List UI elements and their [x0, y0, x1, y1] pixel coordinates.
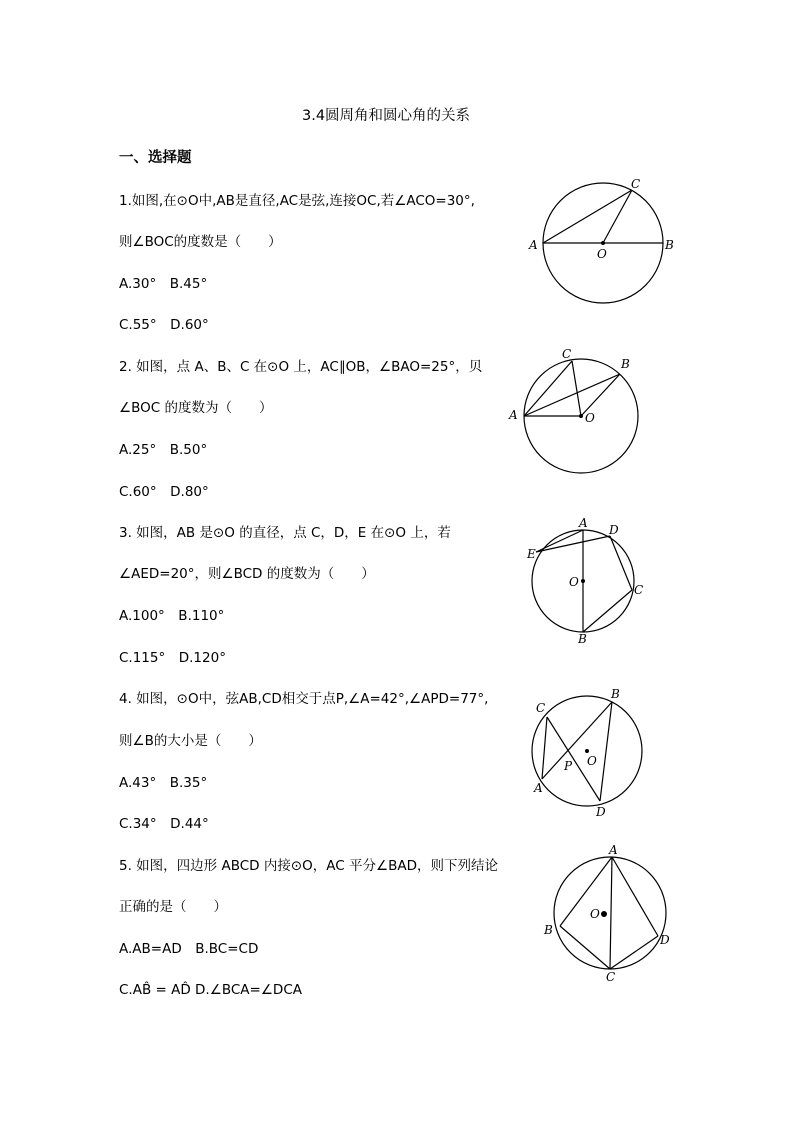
q5-label-a: A [609, 843, 618, 857]
q4-figure [520, 680, 660, 825]
q2-figure [500, 340, 650, 480]
q5-chord-ad [612, 857, 658, 936]
q3-figure [520, 512, 660, 652]
q4-label-c: C [536, 701, 546, 715]
q1-options-ab: A.30° B.45° [119, 276, 208, 292]
q3-label-o: O [569, 575, 579, 589]
q2-options-cd: C.60° D.80° [119, 484, 209, 500]
q3-chord-ea [536, 530, 583, 552]
q1-center-dot [601, 241, 605, 245]
q5-chord-ac [610, 857, 612, 969]
q3-stem-line1: 3. 如图，AB 是⊙O 的直径，点 C，D，E 在⊙O 上，若 [119, 525, 451, 541]
q5-options-cd: C.AB̂ = AD̂ D.∠BCA=∠DCA [119, 982, 302, 998]
q5-label-o: O [590, 907, 600, 921]
section-heading: 一、选择题 [119, 150, 192, 166]
q5-label-b: B [544, 923, 553, 937]
q3-label-a: A [579, 516, 588, 530]
q4-chord-ca [542, 717, 547, 779]
q4-chord-ab [542, 702, 612, 779]
q2-radius-ob [581, 374, 620, 416]
q1-options-cd: C.55° D.60° [119, 317, 209, 333]
q4-options-ab: A.43° B.35° [119, 775, 208, 791]
q2-stem-line2: ∠BOC 的度数为（ ） [119, 400, 273, 416]
q2-options-ab: A.25° B.50° [119, 442, 208, 458]
q1-stem-line2: 则∠BOC的度数是（ ） [119, 234, 282, 250]
q1-label-b: B [665, 238, 674, 252]
q5-stem-line1: 5. 如图，四边形 ABCD 内接⊙O，AC 平分∠BAD，则下列结论 [119, 858, 498, 874]
q4-label-b: B [611, 687, 620, 701]
q2-label-a: A [509, 408, 518, 422]
q2-label-c: C [562, 347, 572, 361]
q1-stem-line1: 1.如图,在⊙O中,AB是直径,AC是弦,连接OC,若∠ACO=30°, [119, 193, 475, 209]
q4-options-cd: C.34° D.44° [119, 816, 209, 832]
q1-figure [520, 170, 680, 320]
q3-center-dot [581, 579, 585, 583]
q5-label-d: D [660, 933, 670, 947]
q3-options-cd: C.115° D.120° [119, 650, 226, 666]
q4-stem-line1: 4. 如图，⊙O中，弦AB,CD相交于点P,∠A=42°,∠APD=77°, [119, 691, 489, 707]
q4-label-a: A [534, 781, 543, 795]
q4-stem-line2: 则∠B的大小是（ ） [119, 733, 262, 749]
q4-label-d: D [596, 805, 606, 819]
q2-label-b: B [621, 357, 630, 371]
q5-label-c: C [606, 970, 616, 984]
q1-label-a: A [529, 238, 538, 252]
q4-label-p: P [564, 759, 573, 773]
q5-center-dot [601, 911, 607, 917]
q5-options-ab: A.AB=AD B.BC=CD [119, 941, 259, 957]
q3-options-ab: A.100° B.110° [119, 608, 225, 624]
q2-label-o: O [585, 411, 595, 425]
q1-chord-ac [543, 190, 632, 243]
q3-label-d: D [609, 523, 619, 537]
q4-label-o: O [587, 754, 597, 768]
q2-center-dot [579, 414, 583, 418]
q3-stem-line2: ∠AED=20°，则∠BCD 的度数为（ ） [119, 566, 375, 582]
page-title: 3.4圆周角和圆心角的关系 [302, 108, 471, 124]
q2-radius-oc [572, 361, 581, 416]
q3-label-b: B [578, 632, 587, 646]
q2-stem-line1: 2. 如图，点 A、B、C 在⊙O 上，AC∥OB，∠BAO=25°，贝 [119, 359, 483, 375]
q5-stem-line2: 正确的是（ ） [119, 899, 227, 915]
q1-label-c: C [631, 177, 641, 191]
q2-chord-ab [524, 374, 620, 416]
q3-label-c: C [634, 583, 644, 597]
q1-label-o: O [597, 247, 607, 261]
q3-label-e: E [527, 547, 536, 561]
q4-chord-bd [600, 702, 612, 801]
q3-chord-dc [610, 536, 632, 590]
q5-figure [530, 840, 680, 990]
q4-center-dot [585, 749, 589, 753]
